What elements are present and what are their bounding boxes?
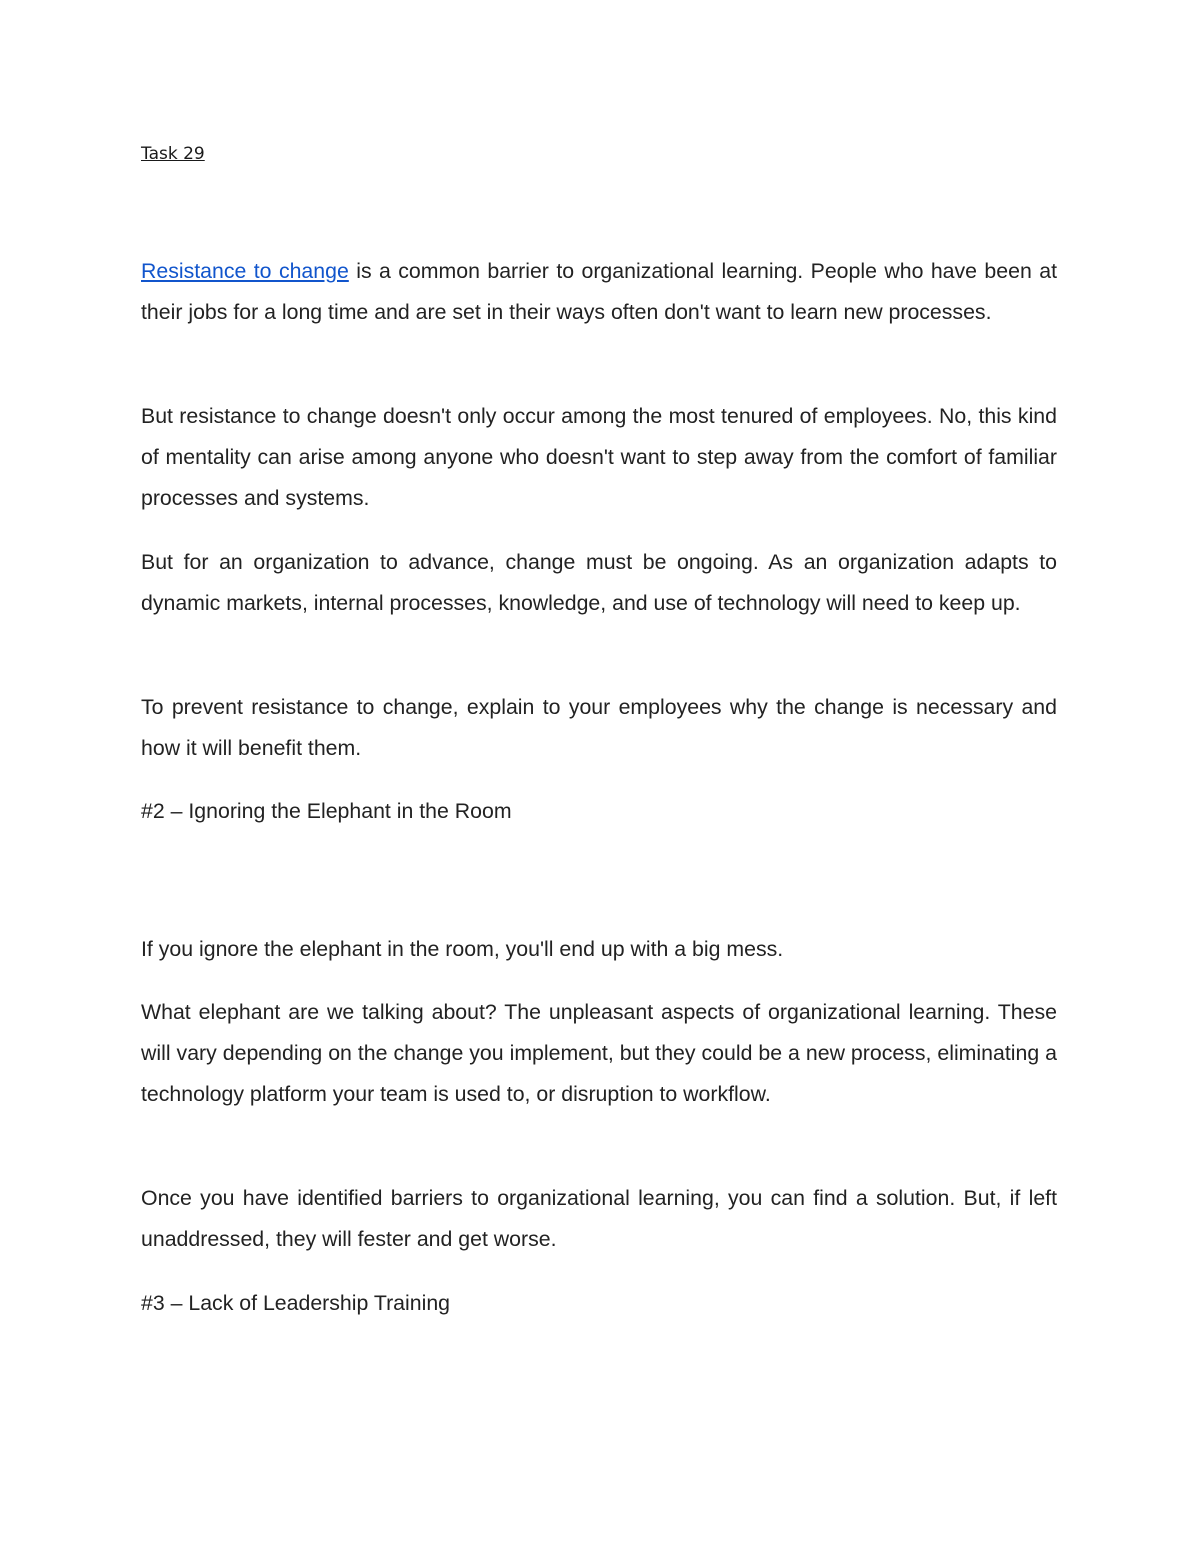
task-title: Task 29 (141, 144, 205, 164)
heading-lack-of-leadership-training: #3 – Lack of Leadership Training (141, 1291, 451, 1315)
paragraph-organization-advance: But for an organization to advance, change must be ongoing. As an organization adapts to dynamic markets, internal processes, knowledge, and use of technology will need to keep up. (141, 550, 1057, 615)
paragraph-ignore-elephant: If you ignore the elephant in the room, you'll end up with a big mess. (141, 937, 784, 961)
paragraph-what-elephant: What elephant are we talking about? The unpleasant aspects of organizational learning. These will vary depending on the change you implement, but they could be a new process, eliminating a technology platform your team is used to, or disruption to workflow. (141, 1000, 1057, 1106)
paragraph-tenured-employees: But resistance to change doesn't only occur among the most tenured of employees. No, this kind of mentality can arise among anyone who doesn't want to step away from the comfort of familiar processes and systems. (141, 404, 1057, 510)
resistance-to-change-link[interactable]: Resistance to change (141, 259, 349, 283)
paragraph-identified-barriers: Once you have identified barriers to organizational learning, you can find a solution. But, if left unaddressed, they will fester and get worse. (141, 1186, 1057, 1251)
paragraph-resistance-to-change (141, 251, 1057, 333)
heading-ignoring-elephant: #2 – Ignoring the Elephant in the Room (141, 799, 512, 823)
paragraph-prevent-resistance: To prevent resistance to change, explain to your employees why the change is necessary and how it will benefit them. (141, 695, 1057, 760)
paragraph-1-text: is a common barrier to organizational learning. People who have been at their jobs for a long time and are set in their ways often don't want to learn new processes. (141, 259, 1057, 324)
